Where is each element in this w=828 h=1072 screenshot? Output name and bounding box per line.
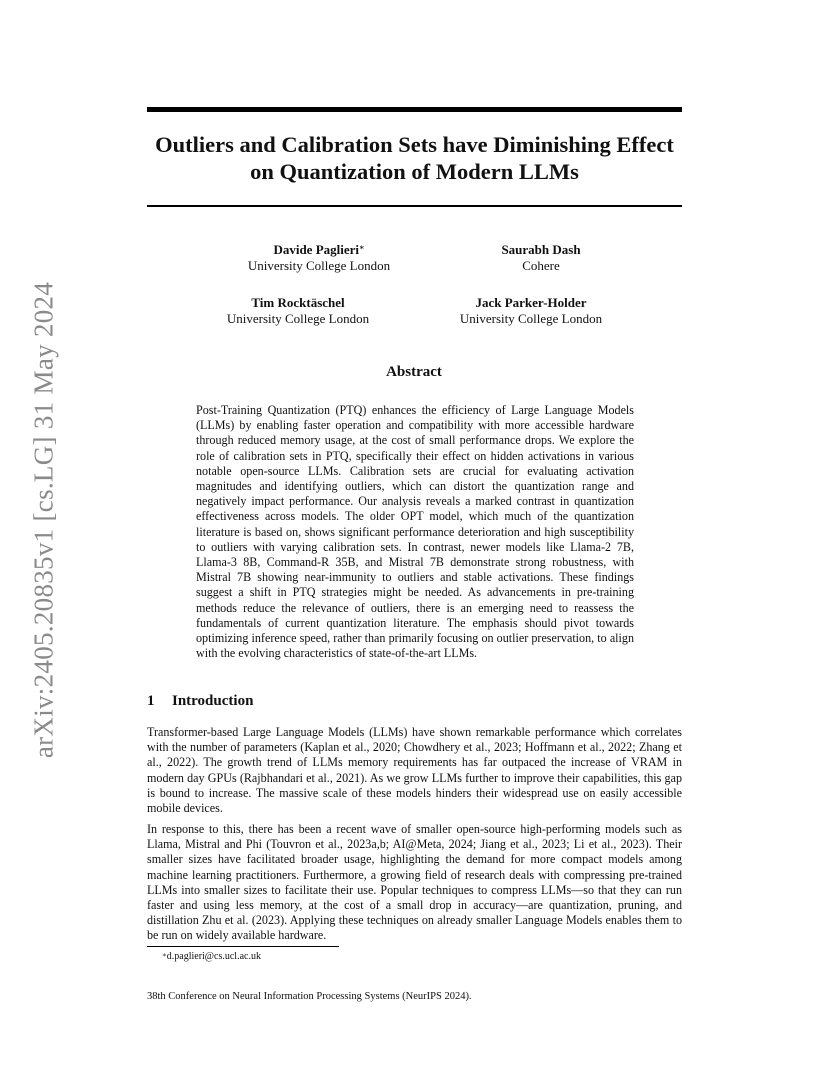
section-title: Introduction [172,693,254,709]
author-affiliation: University College London [226,311,370,326]
section-number: 1 [147,693,155,709]
footnote [162,951,261,963]
title-bottom-rule [147,205,682,207]
abstract-heading: Abstract [386,364,442,380]
intro-paragraph-1: Transformer-based Large Language Models (LLMs) have shown remarkable performance which correlates with the number of parameters (Kaplan et al., 2020; Chowdhery et al., 2023; Hoffmann et al., 2022; Zhang et al., 2022). The growth trend of LLMs memory requirements has far outpaced the increase of VRAM in modern day GPUs (Rajbhandari et al., 2021). As we grow LLMs further to improve their capabilities, this gap is bound to increase. The massive scale of these models hinders their widespread use on easily accessible mobile devices. [147,725,682,816]
author-name: Davide Paglieri∗ [273,242,365,257]
footnote-email: d.paglieri@cs.ucl.ac.uk [166,951,261,962]
author-block [441,242,641,274]
author-block [198,295,398,327]
conference-note: 38th Conference on Neural Information Processing Systems (NeurIPS 2024). [147,991,472,1002]
footnote-marker: ∗ [162,951,167,959]
intro-paragraph-2: In response to this, there has been a recent wave of smaller open-source high-performing models such as Llama, Mistral and Phi (Touvron et al., 2023a,b; AI@Meta, 2024; Jiang et al., 2023; Li et al., 2023). Their smaller sizes have facilitated broader usage, highlighting the demand for more compact models among machine learning practitioners. Furthermore, a growing field of research deals with compressing pre-trained LLMs into smaller sizes to facilitate their use. Popular techniques to compress LLMs—so that they can run faster and using less memory, at the cost of a small drop in accuracy—are quantization, pruning, and distillation Zhu et al. (2023). Applying these techniques on already smaller Language Models enables them to be run on widely available hardware. [147,822,682,943]
title-line-2: on Quantization of Modern LLMs [250,159,579,184]
author-name: Jack Parker-Holder [475,295,587,310]
title-line-1: Outliers and Calibration Sets have Diminishing Effect [155,132,674,157]
author-affiliation: University College London [247,258,391,273]
paper-title [140,131,689,185]
author-block [431,295,631,327]
abstract-text: Post-Training Quantization (PTQ) enhances the efficiency of Large Language Models (LLMs) by enabling faster operation and compatibility with more accessible hardware through reduced memory usage, at the cost of small performance drops. We explore the role of calibration sets in PTQ, specifically their effect on hidden activations in various notable open-source LLMs. Calibration sets are crucial for evaluating activation magnitudes and identifying outliers, which can distort the quantization range and negatively impact performance. Our analysis reveals a marked contrast in quantization effectiveness across models. The older OPT model, which much of the quantization literature is based on, shows significant performance deterioration and high susceptibility to outliers with varying calibration sets. In contrast, newer models like Llama-2 7B, Llama-3 8B, Command-R 35B, and Mistral 7B demonstrate strong robustness, with Mistral 7B showing near-immunity to outliers and stable activations. These findings suggest a shift in PTQ strategies might be needed. As advancements in pre-training methods reduce the relevance of outliers, there is an emerging need to reassess the fundamentals of current quantization literature. The emphasis should pivot towards optimizing inference speed, rather than primarily focusing on outlier preservation, to align with the evolving characteristics of state-of-the-art LLMs. [196,403,634,661]
author-affiliation: Cohere [522,258,560,273]
author-affiliation: University College London [459,311,603,326]
author-block [219,242,419,274]
footnote-rule [147,946,339,947]
author-name: Tim Rocktäschel [251,295,345,310]
arxiv-identifier: arXiv:2405.20835v1 [cs.LG] 31 May 2024 [28,281,59,759]
footnote-marker: ∗ [359,243,365,252]
section-heading [147,693,253,710]
author-name: Saurabh Dash [501,242,581,257]
title-top-rule [147,107,682,112]
